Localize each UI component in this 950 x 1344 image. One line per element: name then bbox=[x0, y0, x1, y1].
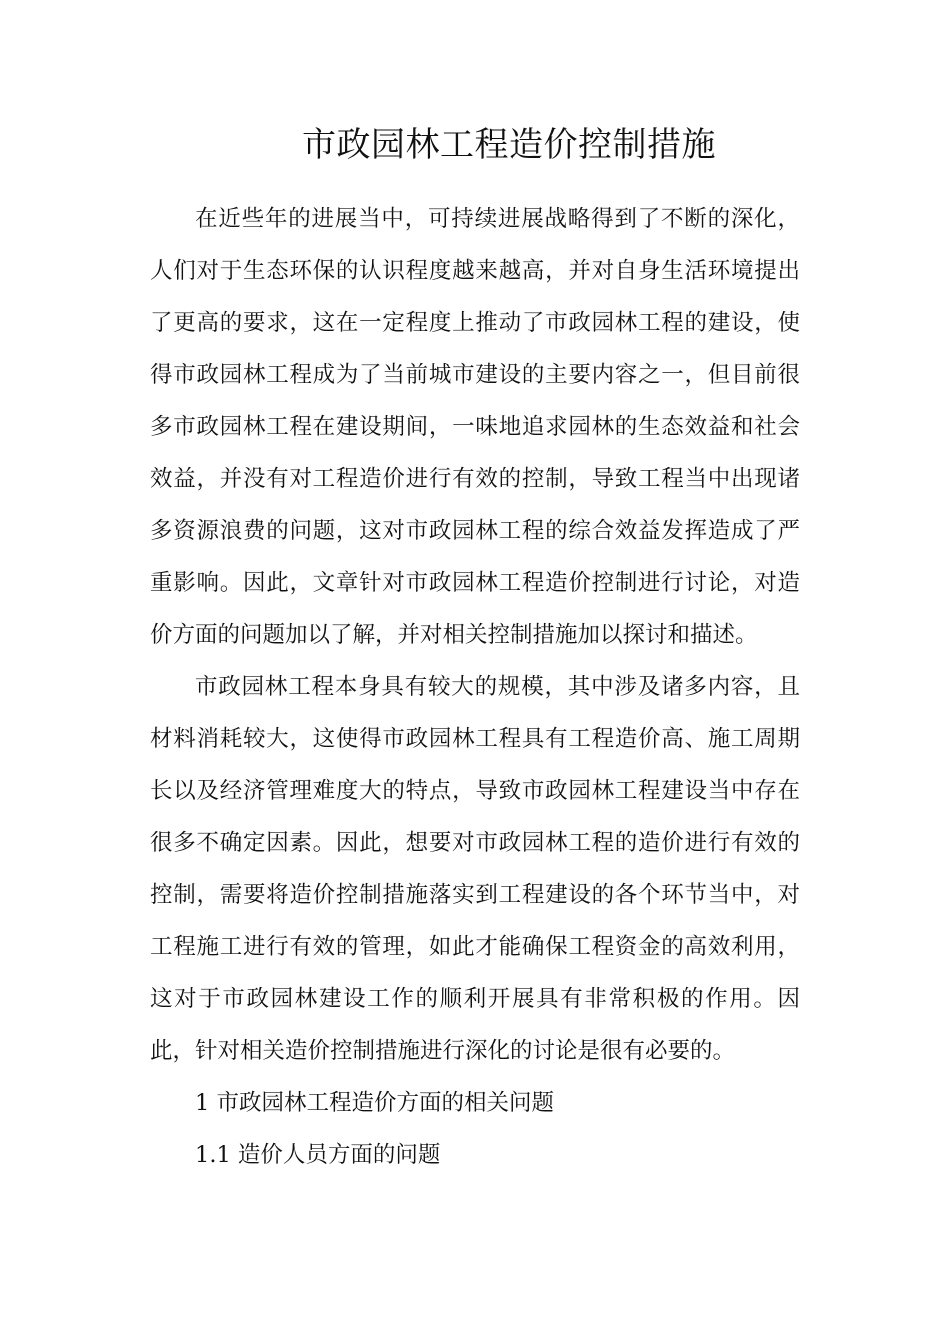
document-title: 市政园林工程造价控制措施 bbox=[302, 125, 716, 165]
document-body bbox=[150, 193, 800, 1181]
section-heading: 1 市政园林工程造价方面的相关问题 bbox=[195, 1090, 554, 1116]
subsection-heading: 1.1 造价人员方面的问题 bbox=[195, 1142, 441, 1168]
paragraph-intro: 在近些年的进展当中，可持续进展战略得到了不断的深化，人们对于生态环保的认识程度越来越高，并对自身生活环境提出了更高的要求，这在一定程度上推动了市政园林工程的建设，使得市政园林工程成为了当前城市建设的主要内容之一，但目前很多市政园林工程在建设期间，一味地追求园林的生态效益和社会效益，并没有对工程造价进行有效的控制，导致工程当中出现诸多资源浪费的问题，这对市政园林工程的综合效益发挥造成了严重影响。因此，文章针对市政园林工程造价控制进行讨论，对造价方面的问题加以了解，并对相关控制措施加以探讨和描述。 bbox=[150, 206, 800, 648]
paragraph-background: 市政园林工程本身具有较大的规模，其中涉及诸多内容，且材料消耗较大，这使得市政园林工程具有工程造价高、施工周期长以及经济管理难度大的特点，导致市政园林工程建设当中存在很多不确定因素。因此，想要对市政园林工程的造价进行有效的控制，需要将造价控制措施落实到工程建设的各个环节当中，对工程施工进行有效的管理，如此才能确保工程资金的高效利用，这对于市政园林建设工作的顺利开展具有非常积极的作用。因此，针对相关造价控制措施进行深化的讨论是很有必要的。 bbox=[150, 674, 800, 1064]
